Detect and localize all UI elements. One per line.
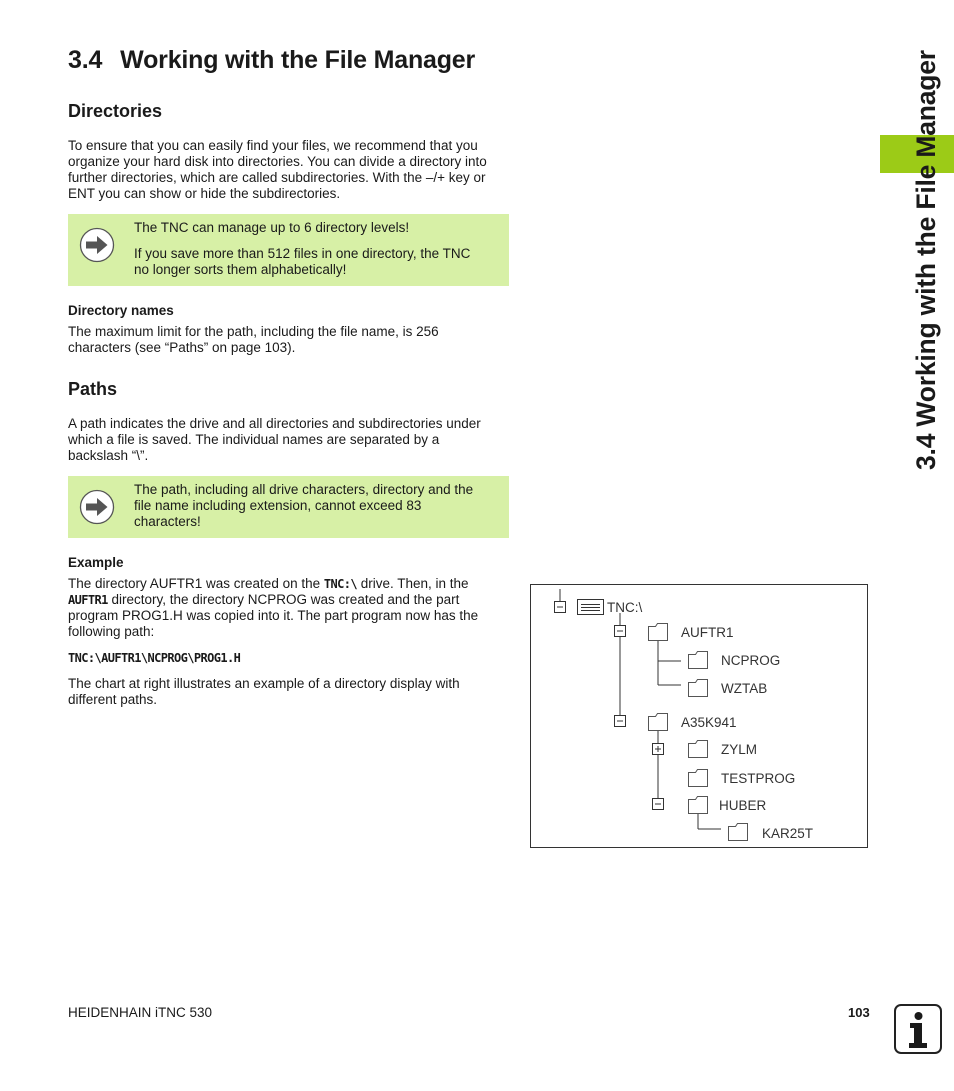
tree-node-root[interactable]: TNC:\ xyxy=(607,600,643,615)
note-text: file name including extension, cannot exceed 83 xyxy=(134,498,422,513)
tree-node-zylm[interactable]: ZYLM xyxy=(721,742,758,757)
paths-heading: Paths xyxy=(68,379,118,399)
tree-node-testprog[interactable]: TESTPROG xyxy=(721,771,796,786)
tree-node-a35k941[interactable]: A35K941 xyxy=(681,715,737,730)
example-path-code: TNC:\AUFTR1\NCPROG\PROG1.H xyxy=(68,651,241,665)
info-icon xyxy=(894,1004,942,1054)
footer-product-name: HEIDENHAIN iTNC 530 xyxy=(68,1005,213,1020)
note-box-path-length xyxy=(68,476,509,538)
tree-node-huber[interactable]: HUBER xyxy=(719,798,767,813)
tree-node-kar25t[interactable]: KAR25T xyxy=(762,826,814,841)
note-text: The path, including all drive characters, directory and the xyxy=(134,482,474,497)
arrow-right-icon xyxy=(79,489,115,525)
directory-names-paragraph: The maximum limit for the path, including the file name, is 256 characters (see “Paths” on page 103). xyxy=(68,324,439,355)
paths-paragraph: A path indicates the drive and all directories and subdirectories under which a file is saved. The individual names are separated by a backslash “\”. xyxy=(68,416,481,463)
directories-paragraph: To ensure that you can easily find your files, we recommend that you organize your hard disk into directories. You can divide a directory into further directories, which are called subdirectories. With the –/+ key or ENT you can show or hide the subdirectories. xyxy=(68,138,487,201)
directory-tree-figure xyxy=(530,584,868,848)
tree-node-ncprog[interactable]: NCPROG xyxy=(721,653,781,668)
note-text: If you save more than 512 files in one directory, the TNC xyxy=(134,246,471,261)
note-box-directory-levels xyxy=(68,214,509,286)
inline-code: TNC:\ xyxy=(323,577,357,591)
arrow-right-icon xyxy=(79,227,115,263)
side-chapter-title: 3.4 Working with the File Manager xyxy=(911,50,941,470)
tree-node-auftr1[interactable]: AUFTR1 xyxy=(681,625,734,640)
page-number: 103 xyxy=(848,1005,870,1020)
note-text: characters! xyxy=(134,514,201,529)
note-text: The TNC can manage up to 6 directory levels! xyxy=(134,220,410,235)
inline-code: AUFTR1 xyxy=(68,593,108,607)
note-text: no longer sorts them alphabetically! xyxy=(134,262,347,277)
page-title: 3.4 Working with the File Manager xyxy=(68,46,476,74)
directories-heading: Directories xyxy=(68,101,163,121)
tree-node-wztab[interactable]: WZTAB xyxy=(721,681,768,696)
directory-names-heading: Directory names xyxy=(68,303,174,318)
example-paragraph: The directory AUFTR1 was created on the TNC:\ drive. Then, in the AUFTR1 directory, the directory NCPROG was created and the part program PROG1.H was copied into it. The part program now has the following path: xyxy=(68,576,479,639)
example-closing-paragraph: The chart at right illustrates an example of a directory display with different paths. xyxy=(68,676,460,707)
example-heading: Example xyxy=(68,555,124,570)
